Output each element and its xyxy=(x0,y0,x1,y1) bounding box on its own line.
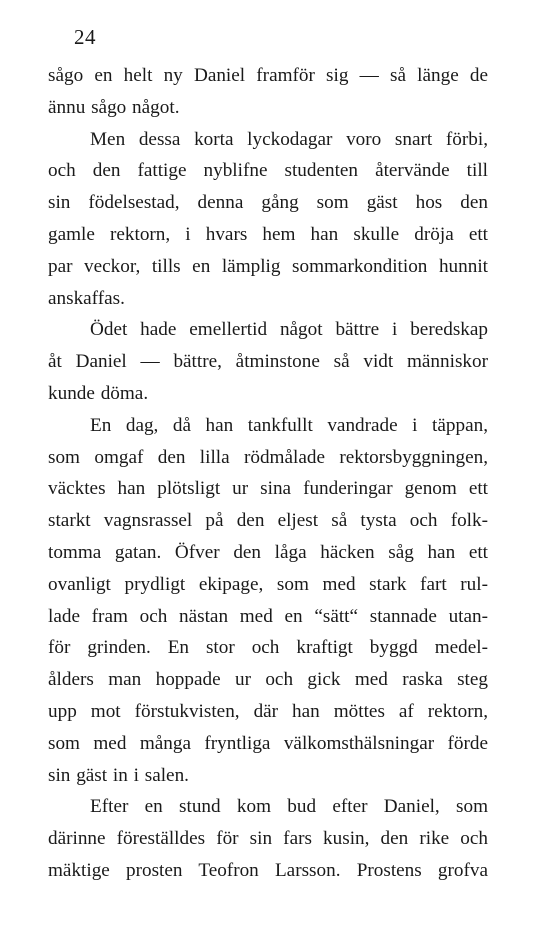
text-line: sin födelsestad, denna gång som gäst hos den xyxy=(48,192,488,214)
text-line: par veckor, tills en lämplig sommarkondition hunnit xyxy=(48,255,488,277)
text-line: för grinden. En stor och kraftigt byggd medel- xyxy=(48,637,488,659)
text-line: därinne föreställdes för sin fars kusin, den rike och xyxy=(48,828,488,850)
body-text xyxy=(48,60,488,887)
text-line: En dag, då han tankfullt vandrade i täppan, xyxy=(90,414,488,436)
text-line: gamle rektorn, i hvars hem han skulle dröja ett xyxy=(48,223,488,245)
text-line: väcktes han plötsligt ur sina funderingar genom ett xyxy=(48,478,488,500)
text-line: kunde döma. xyxy=(48,382,149,404)
text-line: tomma gatan. Öfver den låga häcken såg han ett xyxy=(48,541,488,563)
paragraph xyxy=(48,124,488,315)
text-line: upp mot förstukvisten, där han möttes af rektorn, xyxy=(48,700,488,722)
text-line: och den fattige nyblifne studenten återvände till xyxy=(48,160,488,182)
text-line: ännu sågo något. xyxy=(48,96,180,118)
paragraph xyxy=(48,410,488,792)
text-line: Efter en stund kom bud efter Daniel, som xyxy=(90,796,488,818)
text-line: anskaffas. xyxy=(48,287,125,309)
paragraph xyxy=(48,60,488,124)
text-line: som med många fryntliga välkomsthälsningar förde xyxy=(48,732,488,754)
text-line: ovanligt prydligt ekipage, som med stark fart rul- xyxy=(48,573,488,595)
text-line: mäktige prosten Teofron Larsson. Prostens grofva xyxy=(48,859,488,881)
text-line: Men dessa korta lyckodagar voro snart förbi, xyxy=(90,128,488,150)
text-line: åt Daniel — bättre, åtminstone så vidt människor xyxy=(48,351,488,373)
text-line: starkt vagnsrassel på den eljest så tysta och folk- xyxy=(48,510,488,532)
page-number: 24 xyxy=(74,25,96,49)
book-page xyxy=(48,22,488,887)
text-line: ålders man hoppade ur och gick med raska steg xyxy=(48,669,488,691)
text-line: sågo en helt ny Daniel framför sig — så länge de xyxy=(48,65,488,86)
text-line: som omgaf den lilla rödmålade rektorsbyggningen, xyxy=(48,446,488,468)
text-line: lade fram och nästan med en “sätt“ stannade utan- xyxy=(48,605,488,627)
text-line: sin gäst in i salen. xyxy=(48,764,189,786)
paragraph xyxy=(48,314,488,409)
paragraph xyxy=(48,791,488,886)
text-line: Ödet hade emellertid något bättre i beredskap xyxy=(90,319,488,341)
